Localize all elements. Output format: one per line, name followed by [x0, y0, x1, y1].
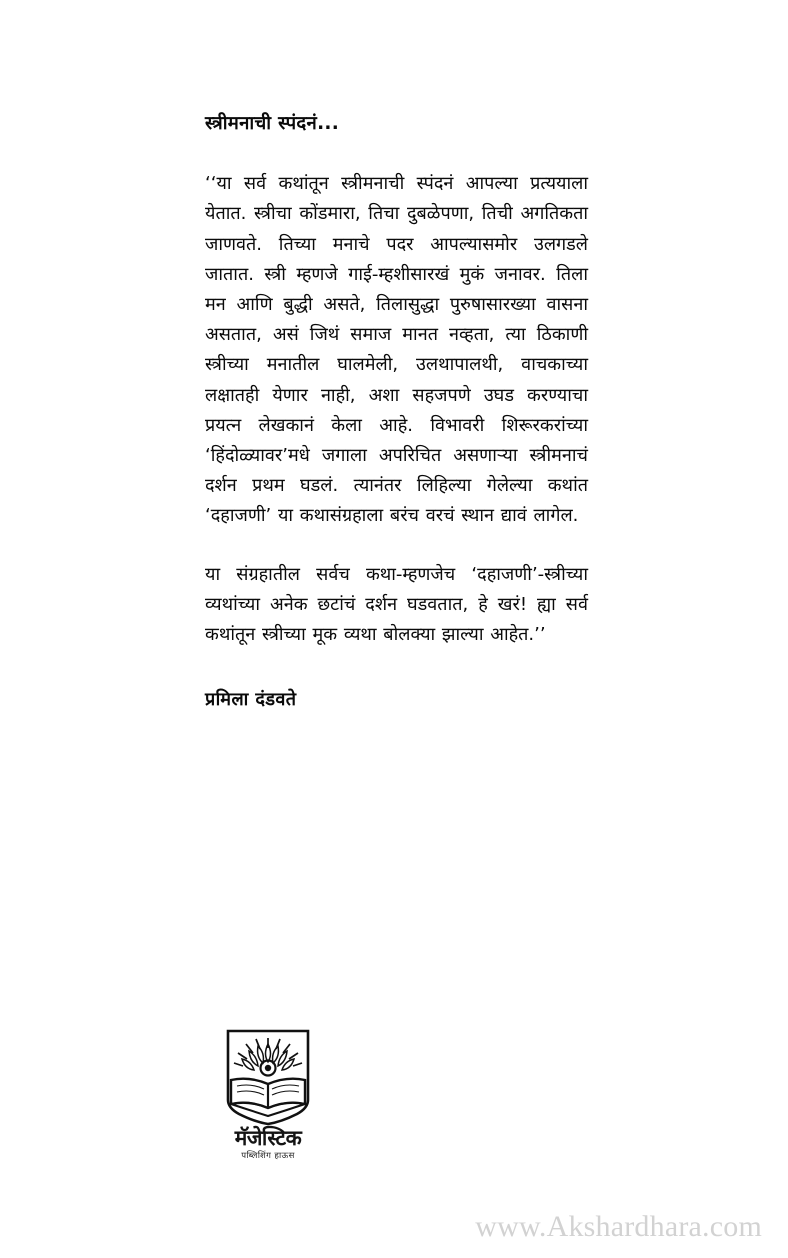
- page-title: स्त्रीमनाची स्पंदनं...: [205, 113, 340, 134]
- site-watermark: www.Akshardhara.com: [475, 1210, 762, 1243]
- publisher-name: मॅजेस्टिक: [234, 1126, 302, 1150]
- foreword-paragraph-1: ‘‘या सर्व कथांतून स्त्रीमनाची स्पंदनं आपल्या प्रत्ययाला येतात. स्त्रीचा कोंडमारा, तिचा दुबळेपणा, तिची अगतिकता जाणवते. तिच्या मनाचे पदर आपल्यासमोर उलगडले जातात. स्त्री म्हणजे गाई-म्हशीसारखं मुकं जनावर. तिला मन आणि बुद्धी असते, तिलासुद्धा पुरुषासारख्या वासना असतात, असं जिथं समाज मानत नव्हता, त्या ठिकाणी स्त्रीच्या मनातील घालमेली, उलथापालथी, वाचकाच्या लक्षातही येणार नाही, अशा सहजपणे उघड करण्याचा प्रयत्न लेखकानं केला आहे. विभावरी शिरूरकरांच्या ‘हिंदोळ्यावर’मधे जगाला अपरिचित असणाऱ्या स्त्रीमनाचं दर्शन प्रथम घडलं. त्यानंतर लिहिल्या गेलेल्या कथांत ‘दहाजणी’ या कथासंग्रहाला बरंच वरचं स्थान द्यावं लागेल.: [205, 173, 588, 527]
- foreword-content: [205, 112, 588, 712]
- foreword-paragraph-2: या संग्रहातील सर्वच कथा-म्हणजेच ‘दहाजणी’-स्त्रीच्या व्यथांच्या अनेक छटांचं दर्शन घडवतात, हे खरं! ह्या सर्व कथांतून स्त्रीच्या मूक व्यथा बोलक्या झाल्या आहेत.’’: [205, 563, 588, 645]
- open-book-sunburst-icon: [225, 1028, 311, 1126]
- publisher-logo: [216, 1028, 320, 1161]
- publisher-subtitle: पब्लिशिंग हाऊस: [241, 1151, 295, 1161]
- author-signature: प्रमिला दंडवते: [205, 689, 297, 711]
